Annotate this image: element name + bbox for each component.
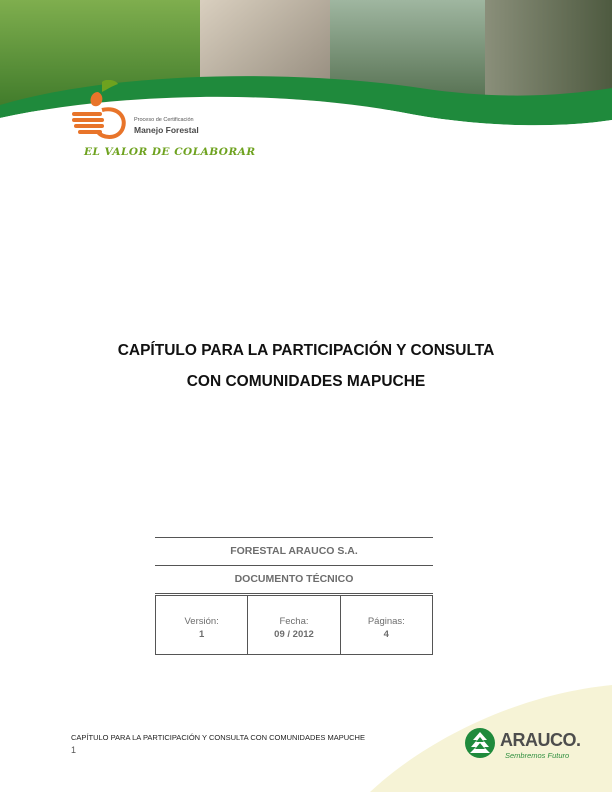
arauco-logo xyxy=(464,727,594,763)
tree-icon xyxy=(464,727,496,759)
pages-label: Páginas: xyxy=(367,616,405,627)
pages-value: 4 xyxy=(383,629,389,640)
page-number: 1 xyxy=(71,745,77,755)
brand-tagline: Sembremos Futuro xyxy=(505,751,570,760)
document-type: DOCUMENTO TÉCNICO xyxy=(155,566,433,594)
footer-title: CAPÍTULO PARA LA PARTICIPACIÓN Y CONSULTA CON COMUNIDADES MAPUCHE xyxy=(71,733,365,742)
date-cell xyxy=(248,596,340,654)
document-info-box xyxy=(155,537,433,655)
brand-name: ARAUCO. xyxy=(500,730,581,750)
version-label: Versión: xyxy=(184,616,219,627)
date-value: 09 / 2012 xyxy=(274,629,314,640)
logo-slogan: EL VALOR DE COLABORAR xyxy=(84,146,256,158)
document-title-line1: CAPÍTULO PARA LA PARTICIPACIÓN Y CONSULTA xyxy=(117,342,495,359)
company-name: FORESTAL ARAUCO S.A. xyxy=(155,538,433,566)
document-title-line2: CON COMUNIDADES MAPUCHE xyxy=(186,373,426,390)
logo-name: Manejo Forestal xyxy=(134,125,199,135)
logo-subtitle: Proceso de Certificación xyxy=(134,117,194,123)
version-value: 1 xyxy=(199,629,205,640)
version-cell xyxy=(156,596,248,654)
date-label: Fecha: xyxy=(279,616,309,627)
metadata-grid xyxy=(155,595,433,655)
hand-leaf-icon xyxy=(72,80,134,142)
pages-cell xyxy=(341,596,432,654)
